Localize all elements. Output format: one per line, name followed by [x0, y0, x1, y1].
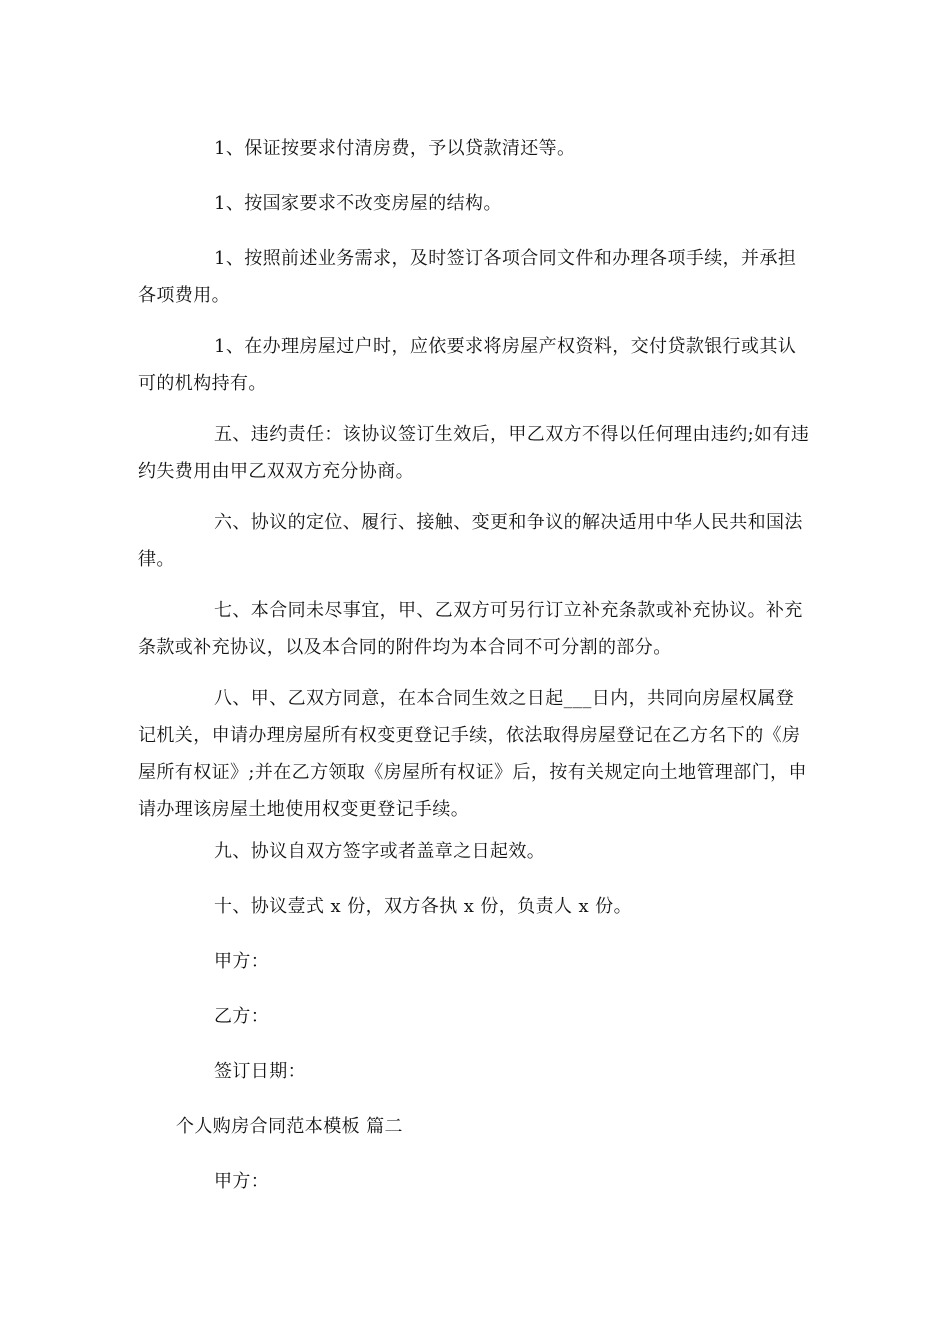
clause-paragraph: 五、违约责任：该协议签订生效后，甲乙双方不得以任何理由违约;如有违约失费用由甲乙双双方充分协商。: [138, 424, 810, 482]
section-heading: 个人购房合同范本模板 篇二: [176, 1116, 403, 1137]
clause-paragraph: 九、协议自双方签字或者盖章之日起效。: [214, 841, 546, 862]
signing-date-label: 签订日期：: [214, 1061, 306, 1082]
clause-paragraph: 1、按国家要求不改变房屋的结构。: [214, 193, 502, 214]
party-a-label: 甲方：: [214, 1171, 270, 1192]
clause-paragraph: 1、按照前述业务需求，及时签订各项合同文件和办理各项手续，并承担各项费用。: [138, 248, 797, 306]
party-b-label: 乙方：: [214, 1006, 270, 1027]
clause-paragraph: 十、协议壹式 x 份，双方各执 x 份，负责人 x 份。: [214, 896, 632, 917]
clause-paragraph: 1、保证按要求付清房费，予以贷款清还等。: [214, 138, 576, 159]
clause-paragraph: 1、在办理房屋过户时，应依要求将房屋产权资料，交付贷款银行或其认可的机构持有。: [138, 336, 797, 394]
clause-paragraph: 八、甲、乙双方同意，在本合同生效之日起___日内，共同向房屋权属登记机关，申请办理房屋所有权变更登记手续，依法取得房屋登记在乙方名下的《房屋所有权证》;并在乙方领取《房屋所有权证》后，按有关规定向土地管理部门，申请办理该房屋土地使用权变更登记手续。: [138, 688, 807, 820]
party-a-label: 甲方：: [214, 951, 270, 972]
clause-paragraph: 七、本合同未尽事宜，甲、乙双方可另行订立补充条款或补充协议。补充条款或补充协议，以及本合同的附件均为本合同不可分割的部分。: [138, 600, 803, 658]
clause-paragraph: 六、协议的定位、履行、接触、变更和争议的解决适用中华人民共和国法律。: [138, 512, 803, 570]
